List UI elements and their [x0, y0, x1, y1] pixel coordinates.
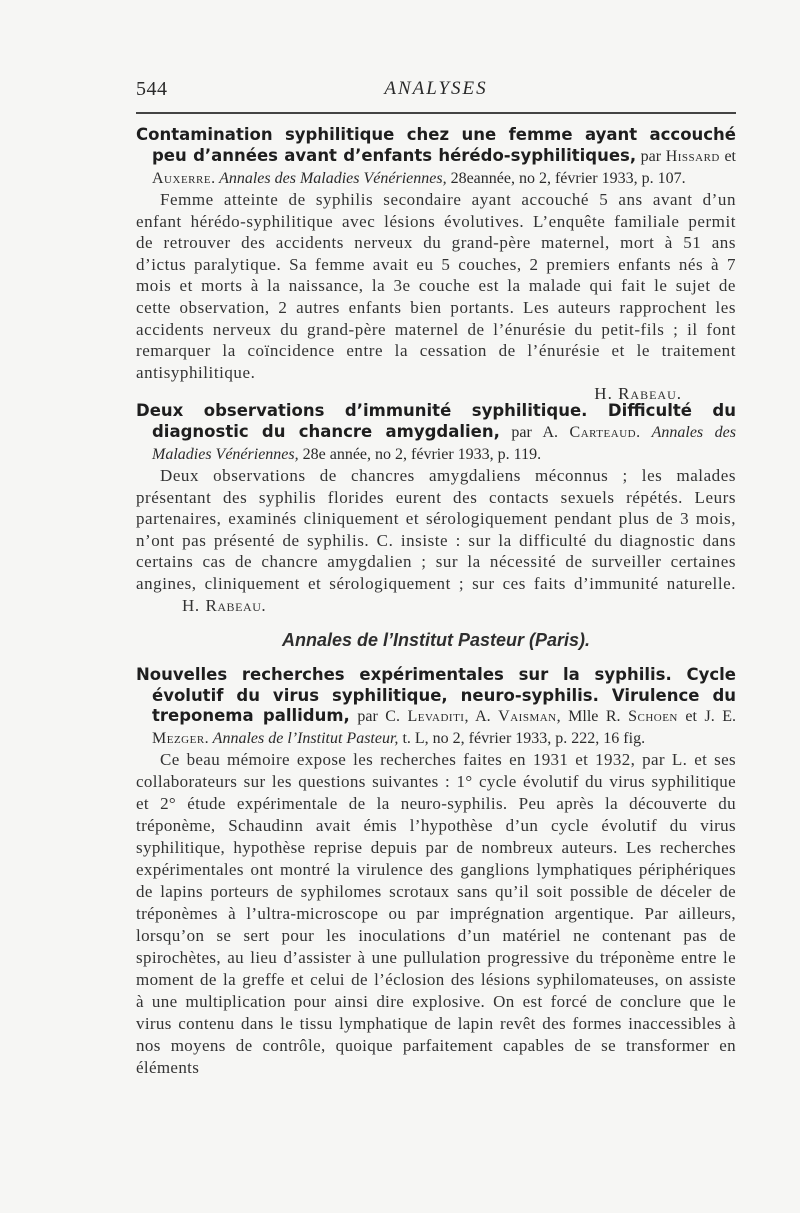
article-title: Nouvelles recherches expérimentales sur la syphilis. Cycle évolutif du virus syphilitique, neuro-syphilis. Virulence du treponema pallidum, — [136, 665, 736, 725]
article-immunite — [136, 400, 736, 616]
citation-ref: t. L, no 2, février 1933, p. 222, 16 fig. — [398, 729, 646, 747]
author-name: Carteaud — [569, 424, 637, 441]
author-name: Vaisman — [498, 708, 557, 725]
journal-name: Annales de l’Institut Pasteur, — [212, 729, 399, 747]
citation-ref: 28e année, no 2, février 1933, p. 119. — [298, 446, 542, 463]
journal-name: Annales des Maladies Vénériennes, — [152, 424, 737, 463]
author-name: Schoen — [628, 708, 678, 725]
article-body: Deux observations de chancres amygdaliens méconnus ; les malades présentant des syphilis florides eurent des contacts sexuels répétés. Leurs partenaires, examinés cliniquement et sérologiquement pendant plus de 3 mois, n’ont pas présenté de syphilis. C. insiste : sur la difficulté du diagnostic dans certains cas de chancre amygdalien ; sur la nécessité de surveiller certaines angines, cliniquement et sérologiquement ; sur ces faits d’immunité naturelle.H. Rabeau. — [136, 466, 736, 615]
header-rule — [136, 112, 736, 114]
article-heading: Deux observations d’immunité syphilitique. Difficulté du diagnostic du chancre amygdalien, par A. Carteaud. Annales des Maladies Vénériennes, 28e année, no 2, février 1933, p. 119. — [136, 401, 737, 463]
article-body: Femme atteinte de syphilis secondaire ayant accouché 5 ans avant d’un enfant hérédo-syphilitique avec lésions évolutives. L’enquête familiale permit de retrouver des accidents nerveux du grand-père maternel, mort à 51 ans d’ictus paralytique. Sa femme avait eu 5 couches, 2 premiers enfants nés à 7 mois et morts à la naissance, la 3e couche est la malade qui fait le sujet de cette observation, 2 autres enfants bien portants. Les auteurs rapprochent les accidents nerveux du grand-père maternel de l’énurésie du petit-fils ; il font remarquer la coïncidence entre la cessation de l’énurésie et le traitement antisyphilitique. — [136, 190, 736, 382]
reviewer-signature: H. Rabeau. — [182, 595, 267, 615]
page-number: 544 — [136, 78, 168, 100]
citation-ref: 28eannée, no 2, février 1933, p. 107. — [446, 170, 686, 187]
article-heading: Contamination syphilitique chez une femme ayant accouché peu d’années avant d’enfants hérédo-syphilitiques, par Hissard et Auxerre. Annales des Maladies Vénériennes, 28eannée, no 2, février 1933, p. 107. — [136, 125, 736, 187]
article-body: Ce beau mémoire expose les recherches faites en 1931 et 1932, par L. et ses collaborateurs sur les questions suivantes : 1° cycle évolutif du virus syphilitique et 2° étude expérimentale de la neuro-syphilis. Peu après la découverte du tréponème, Schaudinn avait émis l’hypothèse d’un cycle évolutif du virus syphilitique, hypothèse reprise depuis par de nombreux auteurs. Les recherches expérimentales ont montré la virulence des ganglions lymphatiques périphériques de lapins porteurs de syphilomes scrotaux sans qu’il soit possible de déceler de tréponèmes à l’ultra-microscope ou par imprégnation argentique. Par ailleurs, lorsqu’on se sert pour les inoculations d’un matériel ne contenant pas de spirochètes, au lieu d’assister à une pullulation progressive du tréponème entre le moment de la greffe et celui de l’éclosion des lésions syphilomateuses, on assiste à une multiplication pour ainsi dire explosive. On est forcé de conclure que le virus contenu dans le tissu lymphatique de lapin revêt des formes inaccessibles à nos moyens de contrôle, quoique parfaitement capables de se transformer en éléments — [136, 750, 736, 1077]
running-head — [136, 78, 736, 104]
article-title: Deux observations d’immunité syphilitique. Difficulté du diagnostic du chancre amygdalien, — [136, 401, 736, 441]
running-title: ANALYSES — [384, 78, 488, 99]
article-contamination — [136, 124, 736, 404]
article-heading: Nouvelles recherches expérimentales sur la syphilis. Cycle évolutif du virus syphilitique, neuro-syphilis. Virulence du treponema pallidum, par C. Levaditi, A. Vaisman, Mlle R. Schoen et J. E. Mezger. Annales de l’Institut Pasteur, t. L, no 2, février 1933, p. 222, 16 fig. — [136, 665, 737, 747]
article-recherches — [136, 665, 736, 1079]
author-name: Levaditi — [407, 708, 465, 725]
article-title: Contamination syphilitique chez une femme ayant accouché peu d’années avant d’enfants hérédo-syphilitiques, — [136, 125, 736, 165]
author-name: Auxerre — [152, 170, 212, 187]
author-name: Mezger — [152, 729, 205, 747]
journal-name: Annales des Maladies Vénériennes, — [219, 170, 447, 187]
section-title: Annales de l’Institut Pasteur (Paris). — [281, 630, 591, 650]
reviewer-signature: H. Rabeau. — [594, 384, 682, 404]
author-name: Hissard — [665, 148, 720, 165]
